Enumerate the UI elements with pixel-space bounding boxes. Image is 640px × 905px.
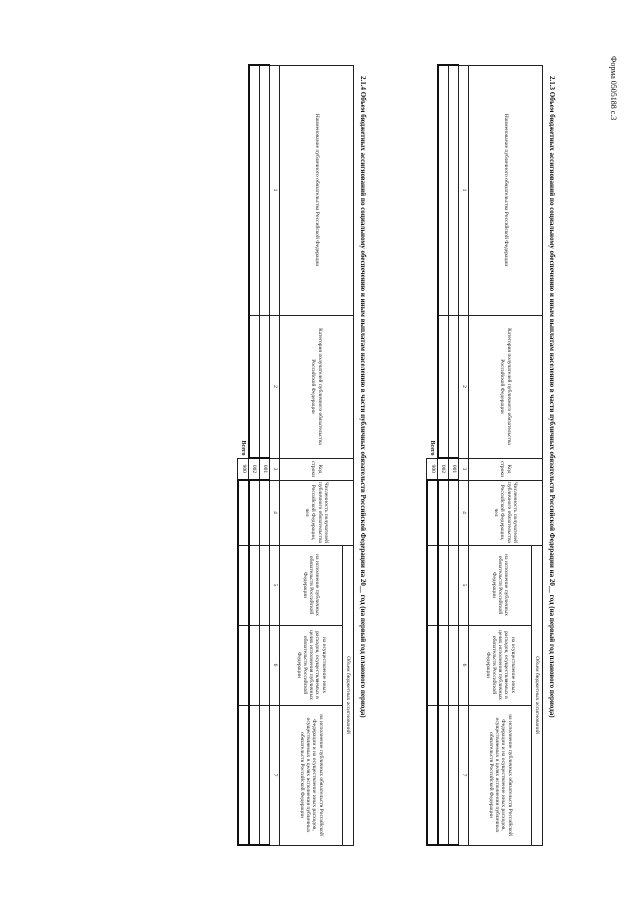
name-cell[interactable] [449, 65, 459, 315]
total-amount-cell[interactable] [427, 545, 438, 625]
total-code: 900 [427, 458, 438, 480]
total-recipients-cell[interactable] [238, 480, 249, 545]
column-number: 5 [270, 545, 280, 625]
recipients-cell[interactable] [260, 480, 270, 545]
category-cell[interactable] [249, 315, 260, 458]
name-cell[interactable] [438, 65, 449, 315]
total-amount-cell[interactable] [238, 705, 249, 845]
total-row [427, 65, 438, 845]
column-number: 7 [459, 705, 469, 845]
amount-cell[interactable] [260, 625, 270, 705]
amount-cell[interactable] [249, 625, 260, 705]
row-code: 002 [249, 458, 260, 480]
row-code: 002 [438, 458, 449, 480]
column-number: 1 [459, 65, 469, 315]
section-table [426, 64, 543, 846]
column-number: 7 [270, 705, 280, 845]
column-number: 1 [270, 65, 280, 315]
column-number: 4 [270, 480, 280, 545]
column-number: 2 [270, 315, 280, 458]
name-cell[interactable] [260, 65, 270, 315]
column-header: Наименование публичного обязательства Российской Федерации [469, 65, 543, 315]
amount-cell[interactable] [449, 545, 459, 625]
column-header: на исполнение публичных обязательств Российской Федерации и на осуществление иных расходов, осуществляемых в целях исполнения публичных обязательств Российской Федерации [280, 705, 343, 845]
table-row [449, 65, 459, 845]
column-header: на исполнение публичных обязательств Российской Федерации [280, 545, 343, 625]
column-number: 4 [459, 480, 469, 545]
amount-cell[interactable] [438, 705, 449, 845]
recipients-cell[interactable] [449, 480, 459, 545]
total-amount-cell[interactable] [427, 705, 438, 845]
category-cell[interactable] [449, 315, 459, 458]
total-amount-cell[interactable] [427, 625, 438, 705]
column-number: 5 [459, 545, 469, 625]
budget-table [237, 64, 354, 846]
form-number-label: Форма 0505188 с.3 [609, 56, 618, 121]
amount-cell[interactable] [260, 545, 270, 625]
amount-cell[interactable] [449, 625, 459, 705]
budget-table [426, 64, 543, 846]
total-label: Всего [429, 440, 436, 456]
column-header: на исполнение публичных обязательств Российской Федерации [469, 545, 532, 625]
amount-cell[interactable] [438, 545, 449, 625]
column-header: на осуществление иных расходов, осуществляемых в целях исполнения публичных обязательств Российской Федерации [280, 625, 343, 705]
recipients-cell[interactable] [438, 480, 449, 545]
table-row [438, 65, 449, 845]
column-header: Наименование публичного обязательства Российской Федерации [280, 65, 354, 315]
amount-cell[interactable] [449, 705, 459, 845]
total-label: Всего [240, 440, 247, 456]
amount-cell[interactable] [249, 545, 260, 625]
category-cell[interactable] [438, 315, 449, 458]
column-header: Код строки [280, 458, 354, 480]
section-heading: 2.1.4 Объем бюджетных ассигнований по социальному обеспечению и иным выплатам населению в части публичных обязательств Российской Федерации на 20__ год (на первый год планового периода) [359, 76, 367, 718]
column-number: 2 [459, 315, 469, 458]
group-header: Объем бюджетных ассигнований [343, 545, 354, 845]
total-code: 900 [238, 458, 249, 480]
recipients-cell[interactable] [249, 480, 260, 545]
column-number: 3 [459, 458, 469, 480]
row-code: 001 [260, 458, 270, 480]
total-recipients-cell[interactable] [427, 480, 438, 545]
category-cell[interactable] [260, 315, 270, 458]
table-row [249, 65, 260, 845]
row-code: 001 [449, 458, 459, 480]
amount-cell[interactable] [249, 705, 260, 845]
section-heading: 2.1.3 Объем бюджетных ассигнований по социальному обеспечению и иным выплатам населению в части публичных обязательств Российской Федерации на 20__ год (на первый год планового периода) [548, 76, 556, 718]
column-header: Категория получателей публичного обязательства Российской Федерации [280, 315, 354, 458]
column-number: 6 [270, 625, 280, 705]
column-number: 6 [459, 625, 469, 705]
column-header: на осуществление иных расходов, осуществляемых в целях исполнения публичных обязательств Российской Федерации [469, 625, 532, 705]
total-amount-cell[interactable] [238, 625, 249, 705]
amount-cell[interactable] [260, 705, 270, 845]
amount-cell[interactable] [438, 625, 449, 705]
column-header: Категория получателей публичного обязательства Российской Федерации [469, 315, 543, 458]
column-number: 3 [270, 458, 280, 480]
section-table [237, 64, 354, 846]
table-row [260, 65, 270, 845]
column-header: Код строки [469, 458, 543, 480]
column-header: Численность получателей публичного обязательства Российской Федерации, чел [469, 480, 543, 545]
total-amount-cell[interactable] [238, 545, 249, 625]
column-header: на исполнение публичных обязательств Российской Федерации и на осуществление иных расходов, осуществляемых в целях исполнения публичных обязательств Российской Федерации [469, 705, 532, 845]
total-row [238, 65, 249, 845]
group-header: Объем бюджетных ассигнований [532, 545, 543, 845]
name-cell[interactable] [249, 65, 260, 315]
column-header: Численность получателей публичного обязательства Российской Федерации, чел [280, 480, 354, 545]
